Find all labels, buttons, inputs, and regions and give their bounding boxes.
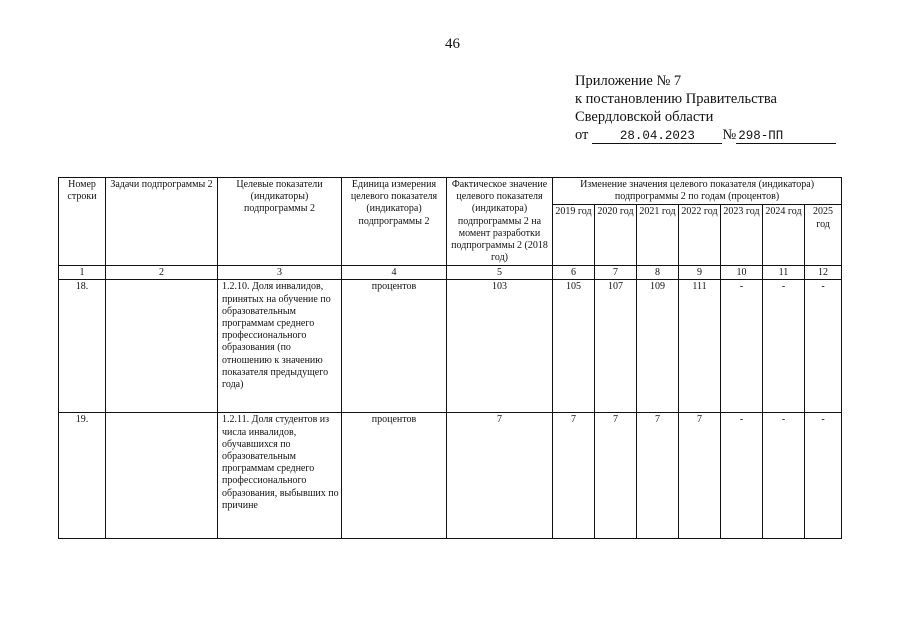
row-value-2022: 7 (679, 413, 721, 539)
column-number: 8 (637, 266, 679, 280)
resolution-date: 28.04.2023 (592, 129, 722, 144)
row-value-2025: - (805, 280, 842, 413)
row-actual: 7 (447, 413, 553, 539)
header-year-2025: 2025 год (805, 205, 842, 266)
row-value-2020: 107 (595, 280, 637, 413)
header-year-2024: 2024 год (763, 205, 805, 266)
row-value-2021: 7 (637, 413, 679, 539)
column-number: 9 (679, 266, 721, 280)
row-value-2019: 7 (553, 413, 595, 539)
appendix-date-line (575, 126, 836, 144)
resolution-number: 298-ПП (736, 129, 836, 144)
row-unit: процентов (342, 413, 447, 539)
header-row-number: Номер строки (59, 178, 106, 266)
from-label: от (575, 127, 589, 143)
header-row-1 (59, 178, 842, 205)
header-change: Изменение значения целевого показателя (индикатора) подпрограммы 2 по годам (процентов) (553, 178, 842, 205)
row-value-2020: 7 (595, 413, 637, 539)
row-value-2022: 111 (679, 280, 721, 413)
column-number: 3 (218, 266, 342, 280)
header-unit: Единица измерения целевого показателя (индикатора) подпрограммы 2 (342, 178, 447, 266)
row-value-2025: - (805, 413, 842, 539)
appendix-region: Свердловской области (575, 109, 714, 125)
number-label: № (722, 127, 737, 143)
row-value-2023: - (721, 280, 763, 413)
header-year-2019: 2019 год (553, 205, 595, 266)
column-number: 10 (721, 266, 763, 280)
appendix-resolution: к постановлению Правительства (575, 91, 777, 107)
indicators-table (58, 177, 842, 539)
page-number: 46 (445, 36, 460, 52)
row-task (106, 413, 218, 539)
row-task (106, 280, 218, 413)
row-value-2021: 109 (637, 280, 679, 413)
column-number: 12 (805, 266, 842, 280)
column-number: 6 (553, 266, 595, 280)
row-value-2019: 105 (553, 280, 595, 413)
column-numbers-row (59, 266, 842, 280)
column-number: 1 (59, 266, 106, 280)
column-number: 5 (447, 266, 553, 280)
row-indicator: 1.2.11. Доля студентов из числа инвалидов, обучавшихся по образовательным программам среднего профессионального образования, выбывших по причине (218, 413, 342, 539)
appendix-block (575, 72, 836, 144)
header-year-2022: 2022 год (679, 205, 721, 266)
header-year-2021: 2021 год (637, 205, 679, 266)
appendix-title: Приложение № 7 (575, 73, 682, 89)
row-value-2024: - (763, 413, 805, 539)
column-number: 4 (342, 266, 447, 280)
row-unit: процентов (342, 280, 447, 413)
row-number: 18. (59, 280, 106, 413)
header-tasks: Задачи подпрограммы 2 (106, 178, 218, 266)
row-actual: 103 (447, 280, 553, 413)
table-row (59, 280, 842, 413)
column-number: 7 (595, 266, 637, 280)
header-indicators: Целевые показатели (индикаторы) подпрограммы 2 (218, 178, 342, 266)
header-year-2020: 2020 год (595, 205, 637, 266)
table-row (59, 413, 842, 539)
row-number: 19. (59, 413, 106, 539)
column-number: 11 (763, 266, 805, 280)
row-value-2023: - (721, 413, 763, 539)
row-value-2024: - (763, 280, 805, 413)
header-actual: Фактическое значение целевого показателя (индикатора) подпрограммы 2 на момент разработки подпрограммы 2 (2018 год) (447, 178, 553, 266)
header-year-2023: 2023 год (721, 205, 763, 266)
column-number: 2 (106, 266, 218, 280)
row-indicator: 1.2.10. Доля инвалидов, принятых на обучение по образовательным программам среднего профессионального образования (по отношению к значению показателя предыдущего года) (218, 280, 342, 413)
